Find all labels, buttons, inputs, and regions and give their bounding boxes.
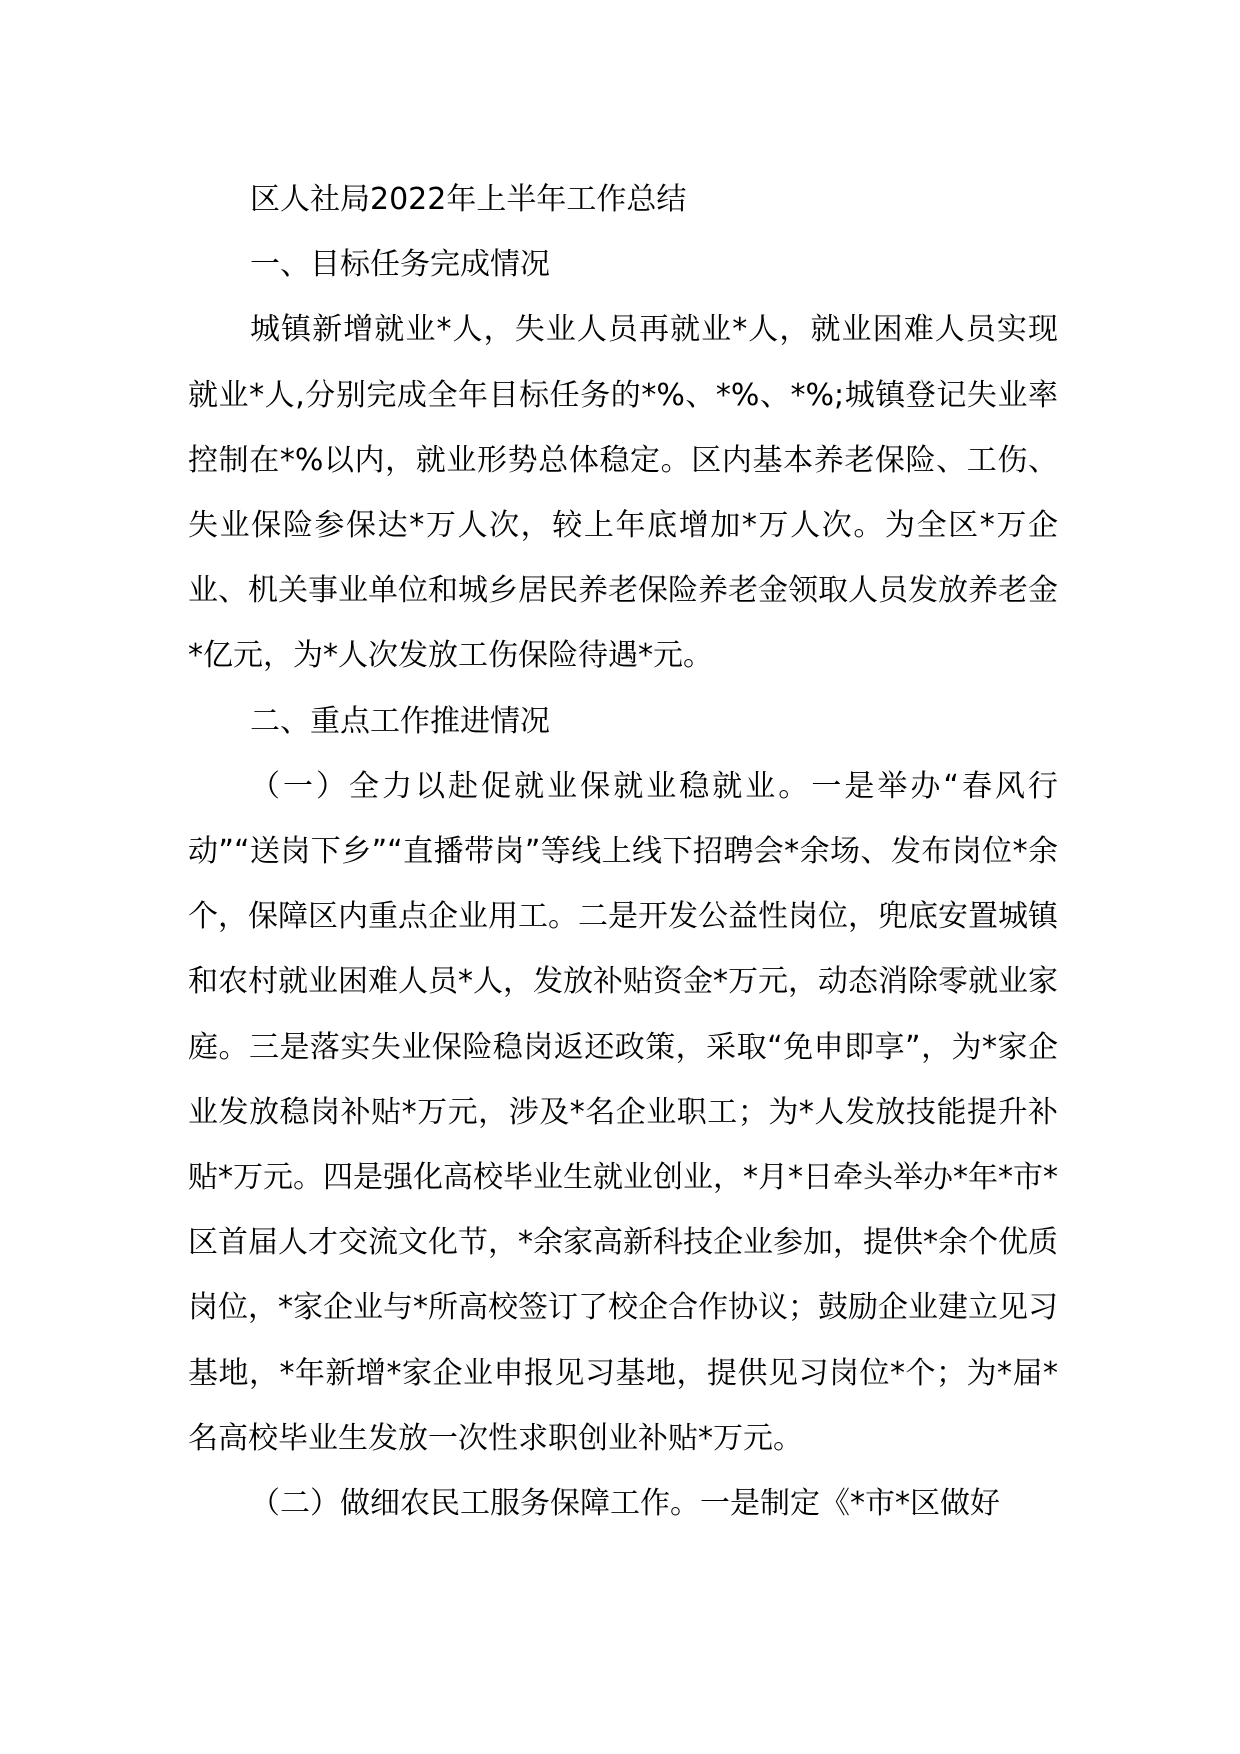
document-body — [188, 167, 1058, 1536]
body-paragraph-3: （二）做细农民工服务保障工作。一是制定《*市*区做好 — [250, 1486, 1000, 1522]
body-paragraph-2: （一）全力以赴促就业保就业稳就业。一是举办“春风行动”“送岗下乡”“直播带岗”等线上线下招聘会*余场、发布岗位*余个，保障区内重点企业用工。二是开发公益性岗位，兜底安置城镇和农村就业困难人员*人，发放补贴资金*万元，动态消除零就业家庭。三是落实失业保险稳岗返还政策，采取“免申即享”，为*家企业发放稳岗补贴*万元，涉及*名企业职工；为*人发放技能提升补贴*万元。四是强化高校毕业生就业创业，*月*日牵头举办*年*市*区首届人才交流文化节，*余家高新科技企业参加，提供*余个优质岗位，*家企业与*所高校签订了校企合作协议；鼓励企业建立见习基地，*年新增*家企业申报见习基地，提供见习岗位*个；为*届*名高校毕业生发放一次性求职创业补贴*万元。 — [188, 768, 1058, 1456]
document-title: 区人社局2022年上半年工作总结 — [250, 182, 687, 217]
section-heading-2: 二、重点工作推进情况 — [250, 703, 550, 739]
body-paragraph-1: 城镇新增就业*人，失业人员再就业*人，就业困难人员实现就业*人,分别完成全年目标任务的*%、*%、*%;城镇登记失业率控制在*%以内，就业形势总体稳定。区内基本养老保险、工伤、失业保险参保达*万人次，较上年底增加*万人次。为全区*万企业、机关事业单位和城乡居民养老保险养老金领取人员发放养老金*亿元，为*人次发放工伤保险待遇*元。 — [188, 312, 1058, 674]
section-heading-1: 一、目标任务完成情况 — [250, 247, 550, 283]
